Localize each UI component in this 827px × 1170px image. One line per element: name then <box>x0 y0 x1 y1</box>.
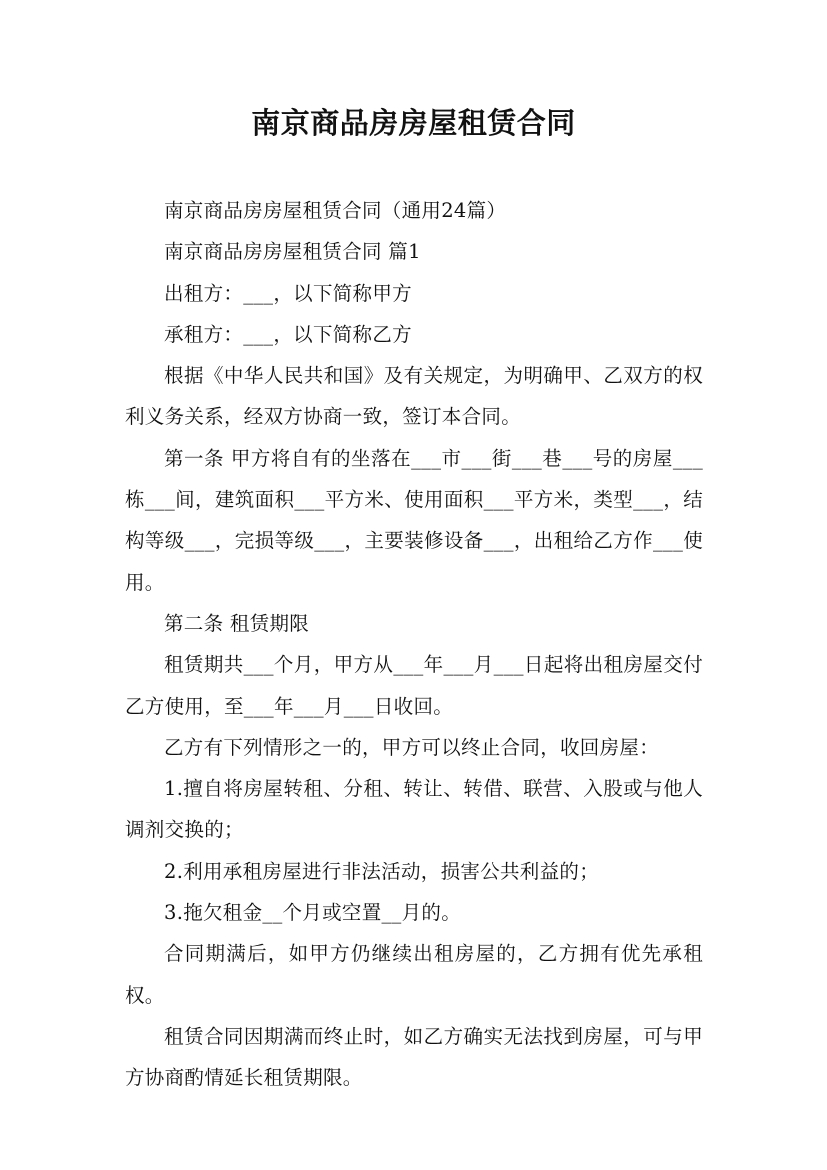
section-heading: 南京商品房房屋租赁合同 篇1 <box>164 240 421 264</box>
preamble-paragraph: 根据《中华人民共和国》及有关规定，为明确甲、乙双方的权利义务关系，经双方协商一致，签订本合同。 <box>125 364 703 429</box>
lease-term-paragraph: 租赁期共___个月，甲方从___年___月___日起将出租房屋交付乙方使用，至___年___月___日收回。 <box>125 653 703 718</box>
article-two-heading: 第二条 租赁期限 <box>164 611 310 635</box>
termination-intro-paragraph: 乙方有下列情形之一的，甲方可以终止合同，收回房屋： <box>164 735 660 759</box>
document-title: 南京商品房房屋租赁合同 <box>251 106 576 140</box>
renewal-priority-paragraph: 合同期满后，如甲方仍继续出租房屋的，乙方拥有优先承租权。 <box>125 942 703 1007</box>
subtitle-paragraph: 南京商品房房屋租赁合同（通用24篇） <box>164 199 507 222</box>
termination-item-1: 1.擅自将房屋转租、分租、转让、转借、联营、入股或与他人调剂交换的； <box>125 777 703 842</box>
document-body <box>125 190 703 1099</box>
extension-paragraph: 租赁合同因期满而终止时，如乙方确实无法找到房屋，可与甲方协商酌情延长租赁期限。 <box>125 1024 703 1090</box>
termination-item-3: 3.拖欠租金__个月或空置__月的。 <box>164 901 462 925</box>
lessee-line: 承租方：___，以下简称乙方 <box>164 322 412 346</box>
termination-item-2: 2.利用承租房屋进行非法活动，损害公共利益的； <box>164 859 600 883</box>
article-one-paragraph: 第一条 甲方将自有的坐落在___市___街___巷___号的房屋___栋___间，建筑面积___平方米、使用面积___平方米，类型___，结构等级___，完损等级___，主要装修设备___，出租给乙方作___使用。 <box>125 446 703 594</box>
lessor-line: 出租方：___，以下简称甲方 <box>164 281 412 305</box>
